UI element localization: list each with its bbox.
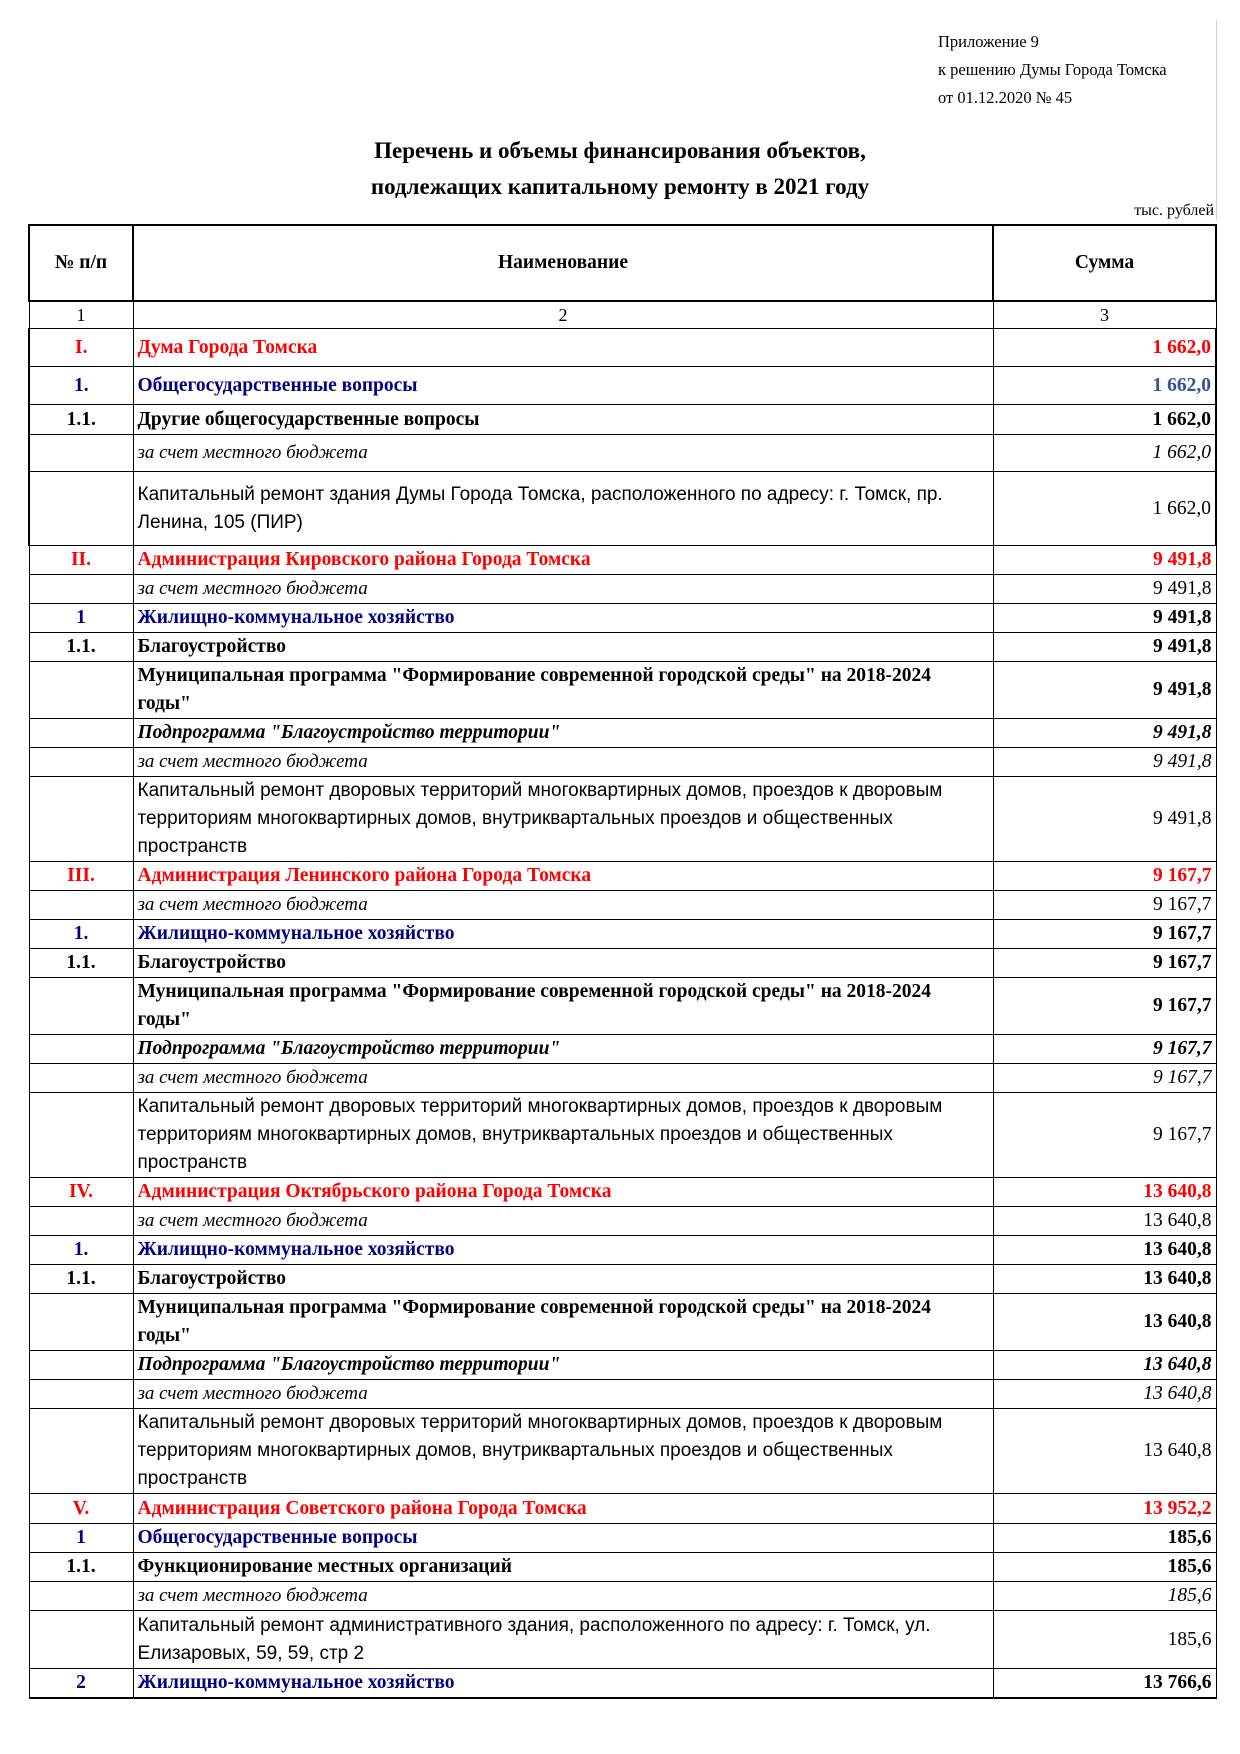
table-row — [29, 1035, 1216, 1064]
row-sum: 13 640,8 — [993, 1265, 1216, 1294]
table-row — [29, 1582, 1216, 1611]
row-name: Администрация Кировского района Города Томска — [133, 546, 993, 575]
row-name: за счет местного бюджета — [133, 1207, 993, 1236]
row-sum: 13 640,8 — [993, 1351, 1216, 1380]
row-number — [29, 891, 133, 920]
table-row — [29, 1524, 1216, 1553]
table-row — [29, 719, 1216, 748]
row-sum: 9 491,8 — [993, 604, 1216, 633]
row-number — [29, 1064, 133, 1093]
table-row — [29, 633, 1216, 662]
row-sum: 9 491,8 — [993, 633, 1216, 662]
table-row — [29, 575, 1216, 604]
row-number: 1. — [29, 920, 133, 949]
header-sum: Сумма — [993, 225, 1216, 301]
title-line-1: Перечень и объемы финансирования объектов, — [374, 138, 866, 163]
row-number — [29, 777, 133, 862]
row-number: 1.1. — [29, 633, 133, 662]
row-name: Капитальный ремонт дворовых территорий многоквартирных домов, проездов к дворовым территориям многоквартирных домов, внутриквартальных проездов и общественных пространств — [133, 777, 993, 862]
table-row — [29, 367, 1216, 405]
row-number: 1.1. — [29, 1265, 133, 1294]
row-number: 1 — [29, 1524, 133, 1553]
row-sum: 185,6 — [993, 1611, 1216, 1669]
appendix-block — [938, 28, 1167, 112]
row-number — [29, 1582, 133, 1611]
table-header-row — [29, 225, 1216, 301]
table-row — [29, 1611, 1216, 1669]
table-row — [29, 405, 1216, 435]
row-name: Администрация Ленинского района Города Томска — [133, 862, 993, 891]
row-name: за счет местного бюджета — [133, 1380, 993, 1409]
row-number — [29, 662, 133, 719]
row-sum: 9 491,8 — [993, 719, 1216, 748]
row-name: Муниципальная программа "Формирование современной городской среды" на 2018-2024 годы" — [133, 662, 993, 719]
table-row — [29, 949, 1216, 978]
row-name: Функционирование местных организаций — [133, 1553, 993, 1582]
row-name: Подпрограмма "Благоустройство территории" — [133, 1035, 993, 1064]
document-title — [0, 133, 1240, 205]
row-number — [29, 1207, 133, 1236]
row-sum: 1 662,0 — [993, 472, 1216, 546]
row-number — [29, 1294, 133, 1351]
row-number — [29, 1093, 133, 1178]
row-name: Жилищно-коммунальное хозяйство — [133, 1669, 993, 1699]
row-sum: 13 640,8 — [993, 1207, 1216, 1236]
row-sum: 1 662,0 — [993, 329, 1216, 367]
row-number: 1.1. — [29, 949, 133, 978]
row-number: 1 — [29, 604, 133, 633]
table-row — [29, 472, 1216, 546]
table-row — [29, 604, 1216, 633]
row-number — [29, 978, 133, 1035]
header-name: Наименование — [133, 225, 993, 301]
row-sum: 13 640,8 — [993, 1294, 1216, 1351]
row-name: Благоустройство — [133, 949, 993, 978]
row-name: Общегосударственные вопросы — [133, 1524, 993, 1553]
row-name: Жилищно-коммунальное хозяйство — [133, 920, 993, 949]
row-sum: 9 167,7 — [993, 920, 1216, 949]
row-number — [29, 575, 133, 604]
row-name: Жилищно-коммунальное хозяйство — [133, 604, 993, 633]
table-row — [29, 748, 1216, 777]
table-row — [29, 1669, 1216, 1699]
appendix-line-3: от 01.12.2020 № 45 — [938, 88, 1073, 107]
row-sum: 185,6 — [993, 1524, 1216, 1553]
row-number — [29, 472, 133, 546]
row-name: Жилищно-коммунальное хозяйство — [133, 1236, 993, 1265]
row-sum: 1 662,0 — [993, 367, 1216, 405]
row-name: за счет местного бюджета — [133, 575, 993, 604]
row-sum: 9 491,8 — [993, 575, 1216, 604]
row-sum: 9 491,8 — [993, 748, 1216, 777]
row-number: 1.1. — [29, 405, 133, 435]
row-sum: 13 952,2 — [993, 1494, 1216, 1524]
row-name: Дума Города Томска — [133, 329, 993, 367]
table-row — [29, 1553, 1216, 1582]
row-name: за счет местного бюджета — [133, 1582, 993, 1611]
row-name: Капитальный ремонт дворовых территорий многоквартирных домов, проездов к дворовым территориям многоквартирных домов, внутриквартальных проездов и общественных пространств — [133, 1409, 993, 1494]
table-row — [29, 1064, 1216, 1093]
row-name: Администрация Октябрьского района Города Томска — [133, 1178, 993, 1207]
row-name: Капитальный ремонт дворовых территорий многоквартирных домов, проездов к дворовым территориям многоквартирных домов, внутриквартальных проездов и общественных пространств — [133, 1093, 993, 1178]
row-number — [29, 1035, 133, 1064]
row-name: Капитальный ремонт административного здания, расположенного по адресу: г. Томск, ул. Елизаровых, 59, 59, стр 2 — [133, 1611, 993, 1669]
row-sum: 13 640,8 — [993, 1236, 1216, 1265]
units-label: тыс. рублей — [1134, 202, 1214, 219]
row-name: за счет местного бюджета — [133, 748, 993, 777]
table-row — [29, 329, 1216, 367]
row-name: Подпрограмма "Благоустройство территории" — [133, 1351, 993, 1380]
row-name: Капитальный ремонт здания Думы Города Томска, расположенного по адресу: г. Томск, пр. Ленина, 105 (ПИР) — [133, 472, 993, 546]
row-number — [29, 719, 133, 748]
row-sum: 13 640,8 — [993, 1380, 1216, 1409]
table-row — [29, 662, 1216, 719]
table-row — [29, 1380, 1216, 1409]
row-name: Другие общегосударственные вопросы — [133, 405, 993, 435]
row-sum: 185,6 — [993, 1582, 1216, 1611]
table-row — [29, 862, 1216, 891]
row-number: III. — [29, 862, 133, 891]
row-sum: 9 491,8 — [993, 777, 1216, 862]
row-name: Администрация Советского района Города Томска — [133, 1494, 993, 1524]
table-row — [29, 1294, 1216, 1351]
row-number: IV. — [29, 1178, 133, 1207]
table-row — [29, 1494, 1216, 1524]
row-number — [29, 1409, 133, 1494]
table-row — [29, 920, 1216, 949]
column-number: 2 — [133, 301, 993, 329]
row-name: Общегосударственные вопросы — [133, 367, 993, 405]
row-sum: 9 491,8 — [993, 662, 1216, 719]
appendix-line-1: Приложение 9 — [938, 32, 1039, 51]
row-number — [29, 435, 133, 472]
row-name: Муниципальная программа "Формирование современной городской среды" на 2018-2024 годы" — [133, 978, 993, 1035]
row-sum: 9 167,7 — [993, 1064, 1216, 1093]
row-number: I. — [29, 329, 133, 367]
row-name: за счет местного бюджета — [133, 435, 993, 472]
row-name: за счет местного бюджета — [133, 1064, 993, 1093]
row-number — [29, 748, 133, 777]
table-row — [29, 978, 1216, 1035]
table-row — [29, 1409, 1216, 1494]
row-sum: 9 167,7 — [993, 891, 1216, 920]
row-name: Муниципальная программа "Формирование современной городской среды" на 2018-2024 годы" — [133, 1294, 993, 1351]
row-sum: 13 640,8 — [993, 1178, 1216, 1207]
row-sum: 9 167,7 — [993, 978, 1216, 1035]
table-row — [29, 891, 1216, 920]
row-number: V. — [29, 1494, 133, 1524]
row-number: 2 — [29, 1669, 133, 1699]
row-sum: 185,6 — [993, 1553, 1216, 1582]
appendix-line-2: к решению Думы Города Томска — [938, 60, 1167, 79]
table-row — [29, 1178, 1216, 1207]
row-number: 1.1. — [29, 1553, 133, 1582]
row-number: II. — [29, 546, 133, 575]
column-number-row — [29, 301, 1216, 329]
row-sum: 9 167,7 — [993, 862, 1216, 891]
row-sum: 9 167,7 — [993, 949, 1216, 978]
table-row — [29, 546, 1216, 575]
row-name: Подпрограмма "Благоустройство территории" — [133, 719, 993, 748]
table-row — [29, 1207, 1216, 1236]
table-row — [29, 1093, 1216, 1178]
row-sum: 9 167,7 — [993, 1035, 1216, 1064]
row-sum: 13 766,6 — [993, 1669, 1216, 1699]
row-number: 1. — [29, 1236, 133, 1265]
table-row — [29, 435, 1216, 472]
row-sum: 9 167,7 — [993, 1093, 1216, 1178]
table-row — [29, 1236, 1216, 1265]
row-number: 1. — [29, 367, 133, 405]
row-name: Благоустройство — [133, 1265, 993, 1294]
table-row — [29, 1351, 1216, 1380]
column-number: 1 — [29, 301, 133, 329]
header-number: № п/п — [29, 225, 133, 301]
table-row — [29, 1265, 1216, 1294]
row-number — [29, 1351, 133, 1380]
row-number — [29, 1380, 133, 1409]
row-sum: 9 491,8 — [993, 546, 1216, 575]
column-number: 3 — [993, 301, 1216, 329]
row-name: за счет местного бюджета — [133, 891, 993, 920]
financing-table — [28, 224, 1217, 1699]
row-sum: 13 640,8 — [993, 1409, 1216, 1494]
table-row — [29, 777, 1216, 862]
row-number — [29, 1611, 133, 1669]
title-line-2: подлежащих капитальному ремонту в 2021 году — [370, 174, 870, 199]
row-sum: 1 662,0 — [993, 405, 1216, 435]
row-name: Благоустройство — [133, 633, 993, 662]
row-sum: 1 662,0 — [993, 435, 1216, 472]
